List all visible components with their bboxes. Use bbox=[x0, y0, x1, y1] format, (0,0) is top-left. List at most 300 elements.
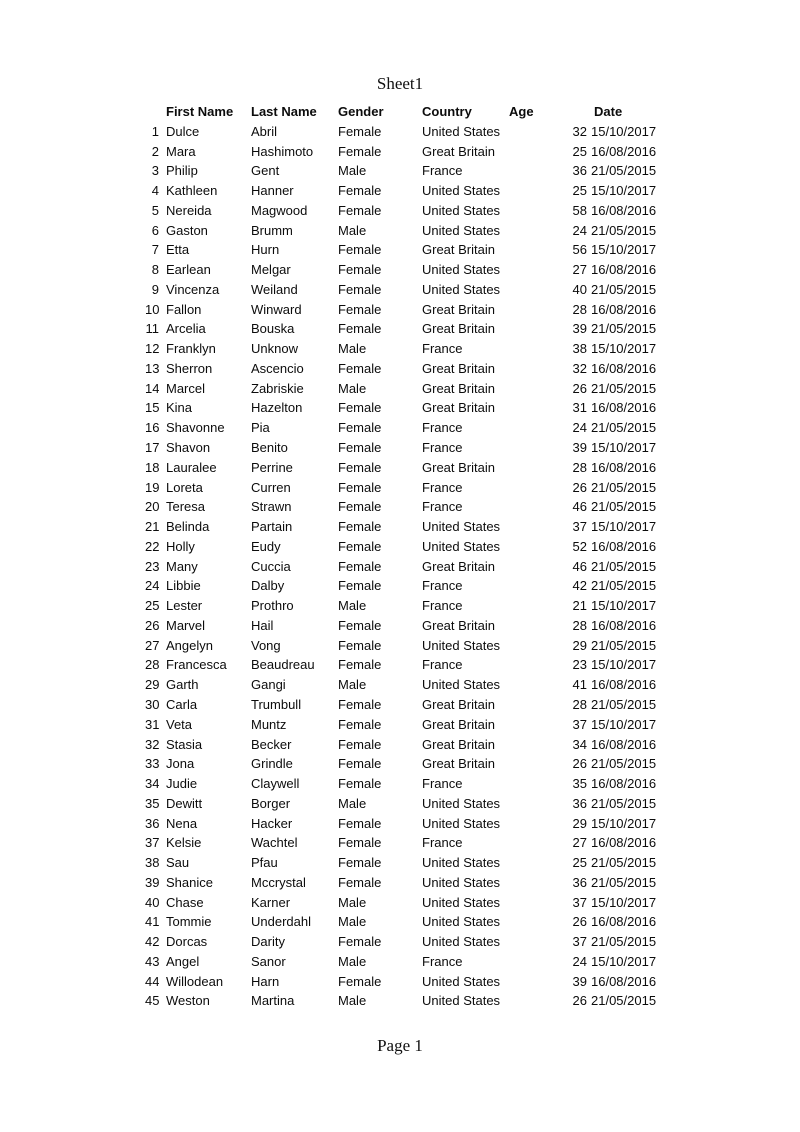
row-number-cell: 41 bbox=[145, 914, 159, 930]
first-name-cell: Gaston bbox=[166, 222, 208, 238]
gender-cell: Female bbox=[338, 973, 382, 989]
date-cell: 21/05/2015 bbox=[591, 578, 657, 594]
column-gap bbox=[159, 932, 166, 952]
last-name-cell: Pfau bbox=[251, 855, 278, 871]
row-number-cell: 5 bbox=[151, 202, 159, 218]
last-name-cell: Beaudreau bbox=[251, 657, 315, 673]
age-cell: 26 bbox=[572, 993, 587, 1009]
table-row bbox=[145, 814, 661, 834]
age-cell: 36 bbox=[572, 874, 587, 890]
age-cell: 35 bbox=[572, 776, 587, 792]
age-cell: 24 bbox=[572, 222, 587, 238]
table-row bbox=[145, 161, 661, 181]
last-name-cell: Bouska bbox=[251, 321, 295, 337]
first-name-cell: Judie bbox=[166, 776, 198, 792]
country-cell: France bbox=[422, 776, 463, 792]
column-gap bbox=[159, 359, 166, 379]
gender-cell: Female bbox=[338, 815, 382, 831]
gender-cell: Female bbox=[338, 617, 382, 633]
age-cell: 31 bbox=[572, 400, 587, 416]
last-name-cell: Ascencio bbox=[251, 360, 304, 376]
date-cell: 15/10/2017 bbox=[591, 440, 657, 456]
first-name-cell: Holly bbox=[166, 538, 195, 554]
country-cell: France bbox=[422, 953, 463, 969]
first-name-cell: Many bbox=[166, 558, 198, 574]
row-number-cell: 36 bbox=[145, 815, 159, 831]
table-row bbox=[145, 893, 661, 913]
age-cell: 28 bbox=[572, 617, 587, 633]
country-cell: Great Britain bbox=[422, 696, 495, 712]
gender-cell: Male bbox=[338, 894, 367, 910]
date-cell: 21/05/2015 bbox=[591, 281, 657, 297]
age-cell: 27 bbox=[572, 262, 587, 278]
table-row bbox=[145, 616, 661, 636]
country-cell: Great Britain bbox=[422, 321, 495, 337]
gender-cell: Male bbox=[338, 163, 367, 179]
last-name-cell: Prothro bbox=[251, 598, 294, 614]
country-cell: Great Britain bbox=[422, 617, 495, 633]
column-gap bbox=[159, 517, 166, 537]
row-number-cell: 38 bbox=[145, 855, 159, 871]
last-name-cell: Perrine bbox=[251, 459, 293, 475]
country-cell: United States bbox=[422, 123, 501, 139]
column-gap bbox=[159, 260, 166, 280]
date-cell: 21/05/2015 bbox=[591, 420, 657, 436]
column-gap bbox=[159, 794, 166, 814]
table-row bbox=[145, 280, 661, 300]
column-gap bbox=[159, 142, 166, 162]
first-name-cell: Arcelia bbox=[166, 321, 206, 337]
date-cell: 15/10/2017 bbox=[591, 657, 657, 673]
first-name-cell: Sherron bbox=[166, 360, 213, 376]
last-name-cell: Abril bbox=[251, 123, 278, 139]
date-cell: 21/05/2015 bbox=[591, 874, 657, 890]
table-row bbox=[145, 754, 661, 774]
first-name-cell: Lester bbox=[166, 598, 203, 614]
gender-cell: Female bbox=[338, 874, 382, 890]
row-number-cell: 10 bbox=[145, 301, 159, 317]
last-name-cell: Magwood bbox=[251, 202, 308, 218]
table-row bbox=[145, 418, 661, 438]
gender-cell: Female bbox=[338, 262, 382, 278]
table-row bbox=[145, 517, 661, 537]
country-cell: United States bbox=[422, 262, 501, 278]
date-cell: 21/05/2015 bbox=[591, 934, 657, 950]
gender-cell: Female bbox=[338, 242, 382, 258]
country-cell: Great Britain bbox=[422, 301, 495, 317]
country-cell: France bbox=[422, 499, 463, 515]
date-cell: 16/08/2016 bbox=[591, 677, 657, 693]
first-name-cell: Jona bbox=[166, 756, 195, 772]
first-name-cell: Nereida bbox=[166, 202, 212, 218]
last-name-cell: Pia bbox=[251, 420, 270, 436]
table-row bbox=[145, 675, 661, 695]
date-cell: 21/05/2015 bbox=[591, 696, 657, 712]
country-cell: United States bbox=[422, 677, 501, 693]
page-number-footer: Page 1 bbox=[377, 1036, 423, 1055]
date-cell: 21/05/2015 bbox=[591, 163, 657, 179]
date-cell: 16/08/2016 bbox=[591, 835, 657, 851]
row-number-header-spacer bbox=[145, 102, 159, 122]
col-header-gender: Gender bbox=[338, 104, 384, 119]
last-name-cell: Hacker bbox=[251, 815, 293, 831]
table-row bbox=[145, 181, 661, 201]
row-number-cell: 43 bbox=[145, 953, 159, 969]
row-number-cell: 1 bbox=[151, 123, 159, 139]
date-cell: 21/05/2015 bbox=[591, 756, 657, 772]
gender-cell: Female bbox=[338, 578, 382, 594]
country-cell: United States bbox=[422, 815, 501, 831]
table-row bbox=[145, 359, 661, 379]
row-number-cell: 2 bbox=[151, 143, 159, 159]
column-gap bbox=[159, 675, 166, 695]
last-name-cell: Eudy bbox=[251, 538, 281, 554]
gender-cell: Female bbox=[338, 637, 382, 653]
row-number-cell: 23 bbox=[145, 558, 159, 574]
first-name-cell: Marvel bbox=[166, 617, 206, 633]
table-row bbox=[145, 774, 661, 794]
sheet-title: Sheet1 bbox=[376, 74, 424, 93]
age-cell: 39 bbox=[572, 321, 587, 337]
last-name-cell: Karner bbox=[251, 894, 291, 910]
last-name-cell: Vong bbox=[251, 637, 281, 653]
last-name-cell: Grindle bbox=[251, 756, 293, 772]
country-cell: United States bbox=[422, 222, 501, 238]
date-cell: 15/10/2017 bbox=[591, 894, 657, 910]
table-row bbox=[145, 576, 661, 596]
table-row bbox=[145, 379, 661, 399]
first-name-cell: Francesca bbox=[166, 657, 227, 673]
age-cell: 46 bbox=[572, 499, 587, 515]
date-cell: 21/05/2015 bbox=[591, 380, 657, 396]
last-name-cell: Curren bbox=[251, 479, 291, 495]
first-name-cell: Teresa bbox=[166, 499, 206, 515]
last-name-cell: Melgar bbox=[251, 262, 291, 278]
age-cell: 52 bbox=[572, 538, 587, 554]
row-number-cell: 17 bbox=[145, 440, 159, 456]
first-name-cell: Kelsie bbox=[166, 835, 202, 851]
table-row bbox=[145, 240, 661, 260]
gender-cell: Female bbox=[338, 143, 382, 159]
date-cell: 15/10/2017 bbox=[591, 183, 657, 199]
column-gap bbox=[159, 853, 166, 873]
gender-cell: Female bbox=[338, 400, 382, 416]
gender-cell: Male bbox=[338, 598, 367, 614]
first-name-cell: Chase bbox=[166, 894, 204, 910]
date-cell: 16/08/2016 bbox=[591, 459, 657, 475]
country-cell: United States bbox=[422, 973, 501, 989]
gender-cell: Male bbox=[338, 993, 367, 1009]
first-name-cell: Marcel bbox=[166, 380, 206, 396]
gender-cell: Female bbox=[338, 183, 382, 199]
col-header-first-name: First Name bbox=[166, 104, 234, 119]
age-cell: 39 bbox=[572, 440, 587, 456]
first-name-cell: Dewitt bbox=[166, 795, 203, 811]
row-number-cell: 27 bbox=[145, 637, 159, 653]
country-cell: United States bbox=[422, 914, 501, 930]
table-row bbox=[145, 952, 661, 972]
date-cell: 21/05/2015 bbox=[591, 479, 657, 495]
first-name-cell: Stasia bbox=[166, 736, 203, 752]
column-gap bbox=[159, 636, 166, 656]
last-name-cell: Strawn bbox=[251, 499, 292, 515]
last-name-cell: Muntz bbox=[251, 716, 287, 732]
gender-cell: Female bbox=[338, 321, 382, 337]
gender-cell: Female bbox=[338, 855, 382, 871]
country-cell: United States bbox=[422, 993, 501, 1009]
last-name-cell: Mccrystal bbox=[251, 874, 306, 890]
column-gap bbox=[159, 221, 166, 241]
column-gap bbox=[159, 735, 166, 755]
gender-cell: Female bbox=[338, 420, 382, 436]
row-number-cell: 14 bbox=[145, 380, 159, 396]
country-cell: Great Britain bbox=[422, 558, 495, 574]
column-gap bbox=[159, 537, 166, 557]
last-name-cell: Brumm bbox=[251, 222, 293, 238]
date-cell: 16/08/2016 bbox=[591, 400, 657, 416]
age-cell: 26 bbox=[572, 380, 587, 396]
gender-cell: Male bbox=[338, 953, 367, 969]
row-number-cell: 20 bbox=[145, 499, 159, 515]
column-gap bbox=[159, 339, 166, 359]
date-cell: 16/08/2016 bbox=[591, 914, 657, 930]
country-cell: United States bbox=[422, 874, 501, 890]
row-number-cell: 16 bbox=[145, 420, 159, 436]
column-gap bbox=[159, 715, 166, 735]
first-name-cell: Shanice bbox=[166, 874, 213, 890]
table-row bbox=[145, 142, 661, 162]
age-cell: 27 bbox=[572, 835, 587, 851]
first-name-cell: Shavonne bbox=[166, 420, 225, 436]
gender-cell: Female bbox=[338, 281, 382, 297]
last-name-cell: Hashimoto bbox=[251, 143, 314, 159]
column-gap bbox=[159, 398, 166, 418]
last-name-cell: Hazelton bbox=[251, 400, 303, 416]
column-gap bbox=[159, 754, 166, 774]
row-number-cell: 29 bbox=[145, 677, 159, 693]
age-cell: 42 bbox=[572, 578, 587, 594]
row-number-cell: 13 bbox=[145, 360, 159, 376]
last-name-cell: Dalby bbox=[251, 578, 285, 594]
row-number-cell: 32 bbox=[145, 736, 159, 752]
gender-cell: Female bbox=[338, 934, 382, 950]
column-gap bbox=[159, 912, 166, 932]
first-name-cell: Sau bbox=[166, 855, 190, 871]
column-gap bbox=[159, 655, 166, 675]
country-cell: United States bbox=[422, 795, 501, 811]
country-cell: United States bbox=[422, 637, 501, 653]
age-cell: 38 bbox=[572, 341, 587, 357]
column-gap bbox=[159, 576, 166, 596]
last-name-cell: Unknow bbox=[251, 341, 298, 357]
age-cell: 32 bbox=[572, 123, 587, 139]
last-name-cell: Benito bbox=[251, 440, 288, 456]
table-row bbox=[145, 912, 661, 932]
last-name-cell: Becker bbox=[251, 736, 292, 752]
date-cell: 21/05/2015 bbox=[591, 795, 657, 811]
date-cell: 16/08/2016 bbox=[591, 301, 657, 317]
date-cell: 15/10/2017 bbox=[591, 716, 657, 732]
age-cell: 34 bbox=[572, 736, 587, 752]
date-cell: 16/08/2016 bbox=[591, 736, 657, 752]
col-header-age: Age bbox=[509, 104, 534, 119]
column-gap bbox=[159, 952, 166, 972]
gender-cell: Female bbox=[338, 756, 382, 772]
gender-cell: Female bbox=[338, 657, 382, 673]
age-cell: 26 bbox=[572, 479, 587, 495]
age-cell: 56 bbox=[572, 242, 587, 258]
country-cell: France bbox=[422, 479, 463, 495]
age-cell: 37 bbox=[572, 519, 587, 535]
country-cell: France bbox=[422, 598, 463, 614]
first-name-cell: Fallon bbox=[166, 301, 202, 317]
age-cell: 32 bbox=[572, 360, 587, 376]
first-name-cell: Etta bbox=[166, 242, 190, 258]
date-cell: 21/05/2015 bbox=[591, 993, 657, 1009]
table-row bbox=[145, 398, 661, 418]
column-gap bbox=[159, 991, 166, 1011]
first-name-cell: Kina bbox=[166, 400, 193, 416]
age-cell: 25 bbox=[572, 183, 587, 199]
col-header-date: Date bbox=[594, 104, 623, 119]
age-cell: 37 bbox=[572, 934, 587, 950]
row-number-cell: 45 bbox=[145, 993, 159, 1009]
first-name-cell: Lauralee bbox=[166, 459, 217, 475]
first-name-cell: Veta bbox=[166, 716, 193, 732]
country-cell: United States bbox=[422, 538, 501, 554]
gender-cell: Female bbox=[338, 301, 382, 317]
gender-cell: Female bbox=[338, 558, 382, 574]
country-cell: United States bbox=[422, 855, 501, 871]
table-row bbox=[145, 972, 661, 992]
first-name-cell: Belinda bbox=[166, 519, 210, 535]
table-row bbox=[145, 596, 661, 616]
gender-cell: Female bbox=[338, 459, 382, 475]
country-cell: United States bbox=[422, 281, 501, 297]
last-name-cell: Claywell bbox=[251, 776, 300, 792]
column-gap bbox=[159, 438, 166, 458]
column-gap bbox=[159, 122, 166, 142]
column-gap bbox=[159, 300, 166, 320]
country-cell: France bbox=[422, 440, 463, 456]
table-row bbox=[145, 478, 661, 498]
country-cell: United States bbox=[422, 519, 501, 535]
last-name-cell: Gent bbox=[251, 163, 280, 179]
first-name-cell: Philip bbox=[166, 163, 198, 179]
first-name-cell: Shavon bbox=[166, 440, 211, 456]
date-cell: 21/05/2015 bbox=[591, 321, 657, 337]
first-name-cell: Dorcas bbox=[166, 934, 208, 950]
last-name-cell: Darity bbox=[251, 934, 285, 950]
table-body bbox=[145, 122, 661, 1011]
last-name-cell: Borger bbox=[251, 795, 291, 811]
column-gap bbox=[159, 240, 166, 260]
row-number-cell: 37 bbox=[145, 835, 159, 851]
gender-cell: Female bbox=[338, 776, 382, 792]
column-gap bbox=[159, 893, 166, 913]
row-number-cell: 24 bbox=[145, 578, 159, 594]
column-gap bbox=[159, 596, 166, 616]
row-number-cell: 35 bbox=[145, 795, 159, 811]
age-cell: 46 bbox=[572, 558, 587, 574]
gender-cell: Female bbox=[338, 440, 382, 456]
column-gap bbox=[159, 458, 166, 478]
table-row bbox=[145, 853, 661, 873]
age-cell: 40 bbox=[572, 281, 587, 297]
date-cell: 15/10/2017 bbox=[591, 242, 657, 258]
last-name-cell: Weiland bbox=[251, 281, 298, 297]
date-cell: 21/05/2015 bbox=[591, 855, 657, 871]
table-row bbox=[145, 319, 661, 339]
country-cell: France bbox=[422, 835, 463, 851]
country-cell: Great Britain bbox=[422, 716, 495, 732]
age-cell: 23 bbox=[572, 657, 587, 673]
table-row bbox=[145, 458, 661, 478]
gender-cell: Male bbox=[338, 341, 367, 357]
first-name-cell: Weston bbox=[166, 993, 210, 1009]
date-cell: 16/08/2016 bbox=[591, 538, 657, 554]
country-cell: France bbox=[422, 420, 463, 436]
country-cell: France bbox=[422, 163, 463, 179]
date-cell: 16/08/2016 bbox=[591, 360, 657, 376]
last-name-cell: Zabriskie bbox=[251, 380, 304, 396]
country-cell: United States bbox=[422, 934, 501, 950]
country-cell: Great Britain bbox=[422, 736, 495, 752]
date-cell: 15/10/2017 bbox=[591, 598, 657, 614]
gender-cell: Female bbox=[338, 696, 382, 712]
date-cell: 16/08/2016 bbox=[591, 262, 657, 278]
column-gap bbox=[159, 557, 166, 577]
table-row bbox=[145, 122, 661, 142]
table-row bbox=[145, 991, 661, 1011]
column-gap bbox=[159, 418, 166, 438]
date-cell: 15/10/2017 bbox=[591, 953, 657, 969]
row-number-cell: 3 bbox=[151, 163, 159, 179]
country-cell: United States bbox=[422, 202, 501, 218]
column-gap bbox=[159, 695, 166, 715]
last-name-cell: Partain bbox=[251, 519, 293, 535]
age-cell: 28 bbox=[572, 459, 587, 475]
country-cell: Great Britain bbox=[422, 380, 495, 396]
column-gap bbox=[159, 814, 166, 834]
row-number-cell: 22 bbox=[145, 538, 159, 554]
row-number-cell: 28 bbox=[145, 657, 159, 673]
age-cell: 24 bbox=[572, 420, 587, 436]
row-number-cell: 12 bbox=[145, 341, 159, 357]
col-header-country: Country bbox=[422, 104, 472, 119]
column-gap bbox=[159, 774, 166, 794]
row-number-cell: 25 bbox=[145, 598, 159, 614]
first-name-cell: Willodean bbox=[166, 973, 224, 989]
column-gap bbox=[159, 379, 166, 399]
table-row bbox=[145, 873, 661, 893]
row-number-cell: 8 bbox=[151, 262, 159, 278]
country-cell: France bbox=[422, 578, 463, 594]
age-cell: 29 bbox=[572, 637, 587, 653]
country-cell: France bbox=[422, 341, 463, 357]
age-cell: 26 bbox=[572, 756, 587, 772]
date-cell: 16/08/2016 bbox=[591, 202, 657, 218]
table-row bbox=[145, 833, 661, 853]
age-cell: 28 bbox=[572, 696, 587, 712]
row-number-cell: 6 bbox=[151, 222, 159, 238]
row-number-cell: 40 bbox=[145, 894, 159, 910]
gender-cell: Female bbox=[338, 499, 382, 515]
column-gap bbox=[159, 478, 166, 498]
gender-cell: Male bbox=[338, 795, 367, 811]
column-gap bbox=[159, 972, 166, 992]
table-row bbox=[145, 339, 661, 359]
